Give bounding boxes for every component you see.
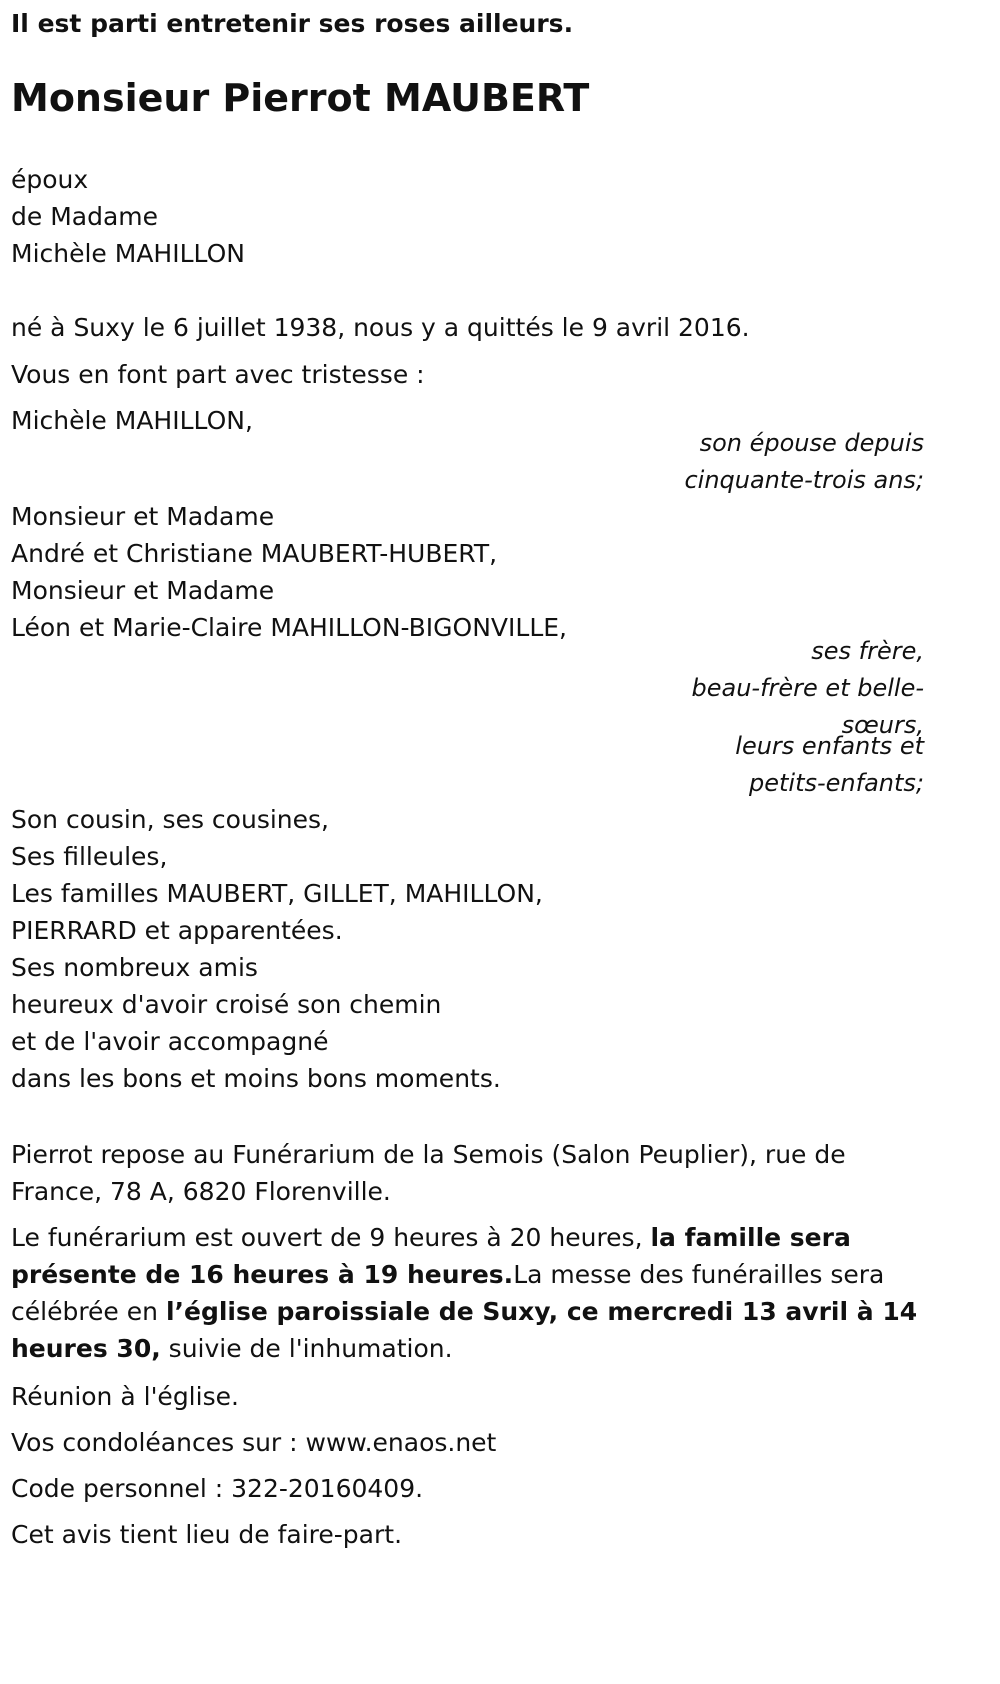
wife-relation: cinquante-trois ans; [684, 466, 924, 494]
epigraph: Il est parti entretenir ses roses ailleurs. [11, 9, 574, 38]
sibling-line: Léon et Marie-Claire MAHILLON-BIGONVILLE, [11, 613, 567, 642]
wife-relation: son épouse depuis [699, 429, 924, 457]
family-line: heureux d'avoir croisé son chemin [11, 990, 442, 1019]
sibling-line: Monsieur et Madame [11, 576, 275, 605]
spouse-line: Michèle MAHILLON [11, 239, 245, 268]
siblings-relation: petits-enfants; [749, 769, 924, 797]
birth-line: né à Suxy le 6 juillet 1938, nous y a quittés le 9 avril 2016. [11, 313, 750, 342]
siblings-relation: beau-frère et belle- [691, 674, 924, 702]
hours-line [11, 1255, 884, 1295]
hours-line [11, 1292, 917, 1332]
family-line: Les familles MAUBERT, GILLET, MAHILLON, [11, 879, 543, 908]
hours-emphasis: présente de 16 heures à 19 heures. [11, 1260, 514, 1289]
meeting-line: Réunion à l'église. [11, 1382, 239, 1411]
hours-line [11, 1329, 453, 1369]
siblings-relation: leurs enfants et [735, 732, 924, 760]
closing-line: Cet avis tient lieu de faire-part. [11, 1520, 403, 1549]
funeral-home-line: France, 78 A, 6820 Florenville. [11, 1177, 391, 1206]
hours-text: Le funérarium est ouvert de 9 heures à 20 heures, [11, 1223, 651, 1252]
family-line: Ses filleules, [11, 842, 168, 871]
page-title: Monsieur Pierrot MAUBERT [11, 76, 590, 120]
condolences-line: Vos condoléances sur : www.enaos.net [11, 1428, 497, 1457]
siblings-relation: sœurs, [841, 711, 924, 739]
family-line: Son cousin, ses cousines, [11, 805, 329, 834]
code-line: Code personnel : 322-20160409. [11, 1474, 424, 1503]
hours-text: célébrée en [11, 1297, 166, 1326]
siblings-relation: ses frère, [811, 637, 924, 665]
hours-line [11, 1218, 851, 1258]
family-line: dans les bons et moins bons moments. [11, 1064, 501, 1093]
announce-line: Vous en font part avec tristesse : [11, 360, 425, 389]
family-line: PIERRARD et apparentées. [11, 916, 343, 945]
hours-emphasis: l’église paroissiale de Suxy, ce mercredi 13 avril à 14 [165, 1297, 918, 1326]
sibling-line: André et Christiane MAUBERT-HUBERT, [11, 539, 498, 568]
hours-emphasis: heures 30, [11, 1334, 161, 1363]
funeral-home-line: Pierrot repose au Funérarium de la Semois (Salon Peuplier), rue de [11, 1140, 846, 1169]
hours-text: La messe des funérailles sera [513, 1260, 885, 1289]
family-line: Ses nombreux amis [11, 953, 258, 982]
hours-text: suivie de l'inhumation. [160, 1334, 453, 1363]
spouse-line: époux [11, 165, 89, 194]
wife-name: Michèle MAHILLON, [11, 406, 253, 435]
hours-emphasis: la famille sera [650, 1223, 851, 1252]
spouse-line: de Madame [11, 202, 159, 231]
family-line: et de l'avoir accompagné [11, 1027, 329, 1056]
sibling-line: Monsieur et Madame [11, 502, 275, 531]
